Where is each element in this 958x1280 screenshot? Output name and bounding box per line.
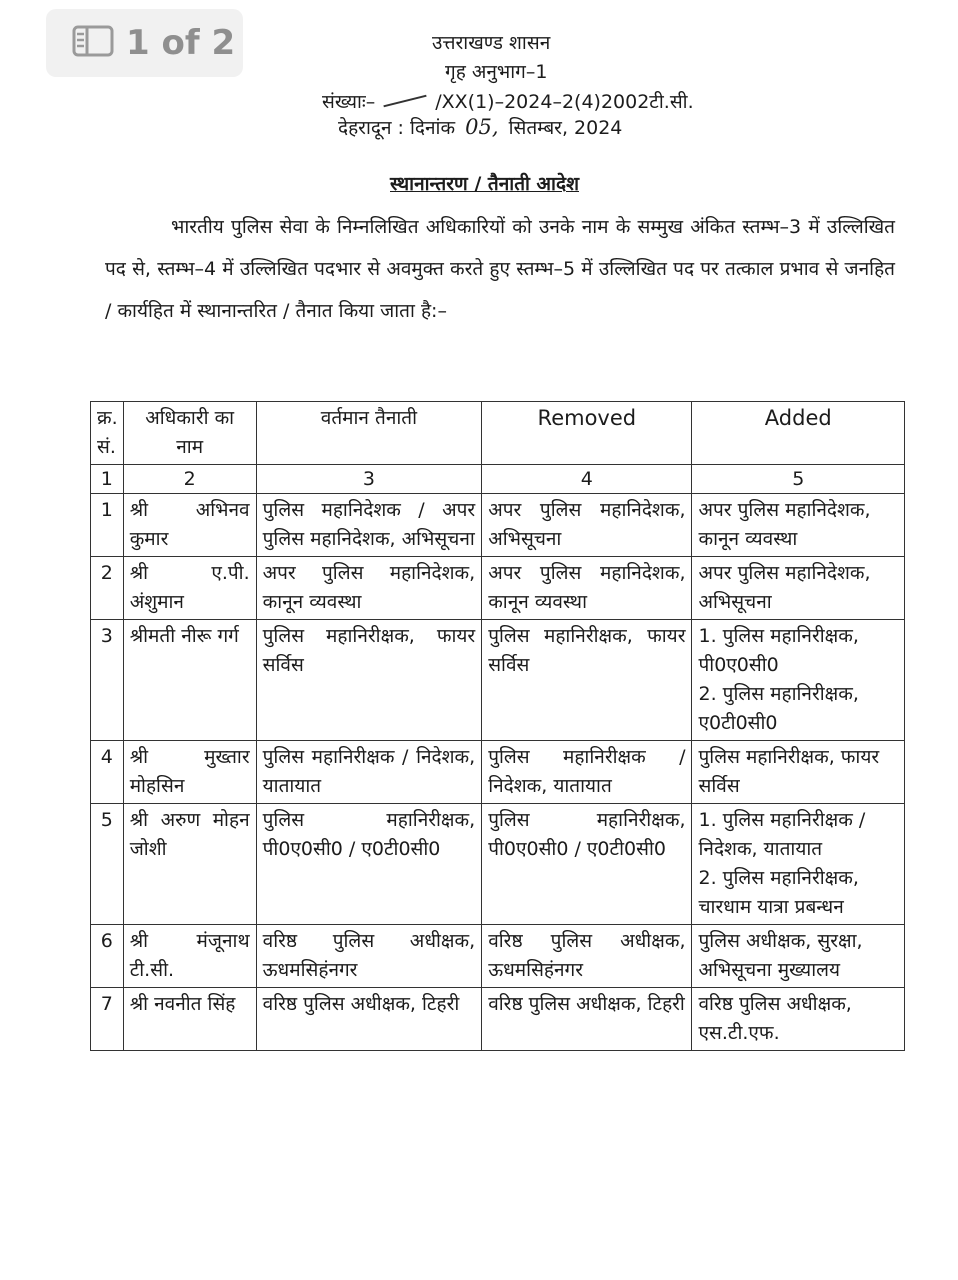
- officer-name-cell: श्री मुख्तार मोहसिन: [123, 741, 256, 804]
- added-posting-line: 2. पुलिस महानिरीक्षक, चारधाम यात्रा प्रबन्धन: [698, 867, 859, 918]
- table-row: [91, 804, 905, 925]
- column-number: 1: [91, 465, 124, 494]
- current-posting-cell: पुलिस महानिरीक्षक, फायर सर्विस: [256, 620, 482, 741]
- serial-number-cell: 1: [91, 494, 124, 557]
- current-posting-cell: वरिष्ठ पुलिस अधीक्षक, टिहरी: [256, 988, 482, 1051]
- removed-posting-cell: अपर पुलिस महानिदेशक, अभिसूचना: [482, 494, 692, 557]
- serial-number-cell: 3: [91, 620, 124, 741]
- table-row: [91, 741, 905, 804]
- table-row: [91, 620, 905, 741]
- added-posting-line: अपर पुलिस महानिदेशक, अभिसूचना: [698, 562, 871, 613]
- reference-prefix: संख्याः–: [322, 91, 376, 113]
- serial-number-cell: 2: [91, 557, 124, 620]
- table-header-row: [91, 402, 905, 465]
- current-posting-cell: पुलिस महानिरीक्षक / निदेशक, यातायात: [256, 741, 482, 804]
- table-row: [91, 925, 905, 988]
- added-posting-line: पुलिस अधीक्षक, सुरक्षा, अभिसूचना मुख्यालय: [698, 930, 863, 981]
- serial-number-cell: 5: [91, 804, 124, 925]
- handwritten-date-day: 05,: [465, 115, 499, 139]
- order-subject: स्थानान्तरण / तैनाती आदेश: [390, 173, 579, 195]
- added-posting-cell: [692, 620, 905, 741]
- serial-number-cell: 7: [91, 988, 124, 1051]
- removed-posting-cell: पुलिस महानिरीक्षक, पी0ए0सी0 / ए0टी0सी0: [482, 804, 692, 925]
- current-posting-cell: अपर पुलिस महानिदेशक, कानून व्यवस्था: [256, 557, 482, 620]
- place-prefix: देहरादून : दिनांक: [338, 117, 456, 139]
- officer-name-cell: श्री अरुण मोहन जोशी: [123, 804, 256, 925]
- date-rest: सितम्बर, 2024: [508, 117, 623, 139]
- current-posting-cell: पुलिस महानिरीक्षक, पी0ए0सी0 / ए0टी0सी0: [256, 804, 482, 925]
- header-officer-name: अधिकारी का नाम: [123, 402, 256, 465]
- table-row: [91, 557, 905, 620]
- added-posting-line: 1. पुलिस महानिरीक्षक, पी0ए0सी0: [698, 625, 859, 676]
- removed-posting-cell: वरिष्ठ पुलिस अधीक्षक, टिहरी: [482, 988, 692, 1051]
- added-posting-line: अपर पुलिस महानिदेशक, कानून व्यवस्था: [698, 499, 871, 550]
- added-posting-cell: [692, 925, 905, 988]
- officer-name-cell: श्रीमती नीरू गर्ग: [123, 620, 256, 741]
- column-number: 4: [482, 465, 692, 494]
- table-row: [91, 988, 905, 1051]
- column-number: 2: [123, 465, 256, 494]
- table-row: [91, 494, 905, 557]
- document-page-icon: [72, 25, 114, 61]
- government-title: उत्तराखण्ड शासन: [432, 32, 551, 54]
- added-posting-cell: [692, 804, 905, 925]
- serial-number-cell: 4: [91, 741, 124, 804]
- removed-posting-cell: पुलिस महानिरीक्षक, फायर सर्विस: [482, 620, 692, 741]
- added-posting-line: पुलिस महानिरीक्षक, फायर सर्विस: [698, 746, 880, 797]
- added-posting-line: 2. पुलिस महानिरीक्षक, ए0टी0सी0: [698, 683, 859, 734]
- transfer-table: [90, 401, 905, 1051]
- order-paragraph: भारतीय पुलिस सेवा के निम्नलिखित अधिकारियों को उनके नाम के सम्मुख अंकित स्तम्भ–3 में उल्लिखित पद से, स्तम्भ–4 में उल्लिखित पदभार से अवमुक्त करते हुए स्तम्भ–5 में उल्लिखित पद पर तत्काल प्रभाव से जनहित / कार्यहित में स्थानान्तरित / तैनात किया जाता है:–: [105, 216, 895, 322]
- page-indicator[interactable]: [46, 9, 243, 77]
- current-posting-cell: वरिष्ठ पुलिस अधीक्षक, ऊधमसिहंनगर: [256, 925, 482, 988]
- added-posting-cell: [692, 494, 905, 557]
- reference-line: [322, 88, 694, 114]
- added-posting-cell: [692, 741, 905, 804]
- removed-posting-cell: पुलिस महानिरीक्षक / निदेशक, यातायात: [482, 741, 692, 804]
- current-posting-cell: पुलिस महानिदेशक / अपर पुलिस महानिदेशक, अभिसूचना: [256, 494, 482, 557]
- column-number: 3: [256, 465, 482, 494]
- added-posting-line: वरिष्ठ पुलिस अधीक्षक, एस.टी.एफ.: [698, 993, 852, 1044]
- added-posting-cell: [692, 988, 905, 1051]
- removed-posting-cell: अपर पुलिस महानिदेशक, कानून व्यवस्था: [482, 557, 692, 620]
- removed-posting-cell: वरिष्ठ पुलिस अधीक्षक, ऊधमसिहंनगर: [482, 925, 692, 988]
- header-added: Added: [692, 402, 905, 465]
- handwritten-stroke: [381, 94, 429, 108]
- page-count-label: 1 of 2: [126, 23, 236, 63]
- reference-number: /XX(1)–2024–2(4)2002टी.सी.: [435, 91, 694, 113]
- header-removed: Removed: [482, 402, 692, 465]
- department-title: गृह अनुभाग–1: [445, 61, 548, 83]
- officer-name-cell: श्री नवनीत सिंह: [123, 988, 256, 1051]
- column-number-row: [91, 465, 905, 494]
- serial-number-cell: 6: [91, 925, 124, 988]
- header-current-posting: वर्तमान तैनाती: [256, 402, 482, 465]
- officer-name-cell: श्री अभिनव कुमार: [123, 494, 256, 557]
- added-posting-line: 1. पुलिस महानिरीक्षक / निदेशक, यातायात: [698, 809, 866, 860]
- officer-name-cell: श्री मंजूनाथ टी.सी.: [123, 925, 256, 988]
- column-number: 5: [692, 465, 905, 494]
- officer-name-cell: श्री ए.पी. अंशुमान: [123, 557, 256, 620]
- header-serial: क्र. सं.: [91, 402, 124, 465]
- added-posting-cell: [692, 557, 905, 620]
- place-date-line: [338, 114, 622, 140]
